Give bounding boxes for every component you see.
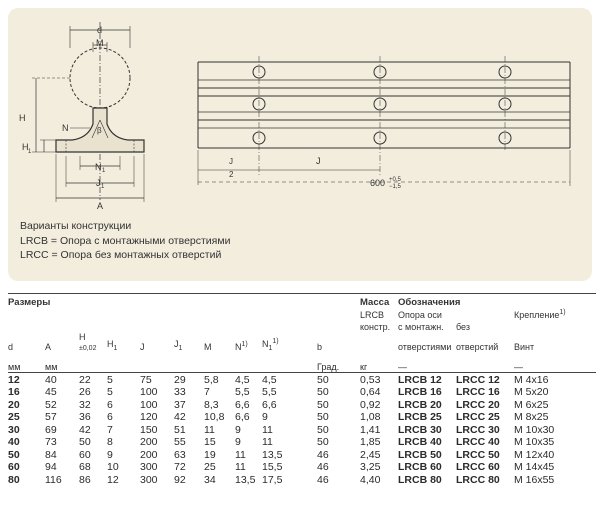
cell-screw: M 5x20: [514, 386, 549, 398]
cell-b: 50: [317, 423, 329, 436]
cell-N: 6,6: [235, 411, 250, 423]
cell-H: 26: [79, 386, 91, 398]
cell-b: 50: [317, 386, 329, 398]
label-A: A: [97, 201, 104, 211]
cell-d: 50: [8, 448, 20, 461]
svg-text:1: 1: [102, 168, 106, 174]
header-mass-sub1: LRCB: [360, 310, 385, 320]
cell-J1: 29: [174, 373, 186, 386]
label-J: J: [316, 156, 321, 166]
cell-d: 16: [8, 386, 20, 398]
cell-mass: 1,41: [360, 423, 381, 436]
variant-lrcb: LRCB = Опора с монтажными отверстиями: [20, 234, 231, 247]
construction-variants: [20, 219, 230, 263]
cell-mass: 1,85: [360, 436, 381, 448]
technical-drawing: [0, 0, 600, 215]
rail-side-view: [198, 56, 570, 176]
cell-A: 40: [45, 373, 57, 386]
cell-A: 52: [45, 398, 57, 411]
cell-mass: 1,08: [360, 411, 381, 423]
cell-N1: 9: [262, 411, 268, 423]
cell-lrcb: LRCB 50: [398, 448, 442, 461]
cell-N1: 11: [262, 423, 273, 436]
cell-d: 25: [8, 411, 20, 423]
table-row: [8, 436, 596, 449]
col-d: d: [8, 342, 14, 352]
cell-J: 120: [140, 411, 158, 423]
table-row: [8, 411, 596, 424]
cell-b: 50: [317, 398, 329, 411]
cell-M: 10,8: [204, 411, 225, 423]
cell-screw: M 10x35: [514, 436, 555, 448]
header-dimensions: Размеры: [8, 297, 51, 308]
header-desig-b1: без: [456, 322, 470, 332]
cell-H1: 5: [107, 373, 113, 386]
cell-lrcc: LRCC 50: [456, 448, 500, 461]
cell-H1: 9: [107, 448, 113, 461]
cell-H: 60: [79, 448, 91, 461]
label-N1: N: [95, 162, 102, 172]
table-row: [8, 423, 596, 436]
cell-screw: M 6x25: [514, 398, 549, 411]
header-desig-a3: отверстиями: [398, 342, 452, 352]
cell-b: 50: [317, 411, 329, 423]
cell-M: 8,3: [204, 398, 219, 411]
cell-H: 42: [79, 423, 91, 436]
cell-b: 50: [317, 373, 329, 386]
cell-A: 57: [45, 411, 57, 423]
cell-M: 15: [204, 436, 216, 448]
svg-text:2: 2: [229, 170, 234, 179]
cell-N1: 13,5: [262, 448, 283, 461]
cell-J1: 63: [174, 448, 186, 461]
cell-M: 34: [204, 473, 216, 486]
cell-N1: 11: [262, 436, 273, 448]
label-H1: H: [22, 142, 29, 152]
cell-H1: 5: [107, 386, 113, 398]
cell-A: 45: [45, 386, 57, 398]
svg-text:1: 1: [101, 184, 105, 190]
cell-A: 69: [45, 423, 57, 436]
table-row: [8, 473, 596, 486]
label-length: 600: [370, 178, 386, 188]
cell-lrcc: LRCC 25: [456, 411, 500, 423]
cell-H: 68: [79, 461, 91, 473]
label-J-half: J: [229, 157, 233, 166]
cell-H1: 6: [107, 398, 113, 411]
label-H: H: [19, 113, 26, 123]
cell-lrcb: LRCB 40: [398, 436, 442, 448]
cell-J: 100: [140, 386, 158, 398]
cell-b: 46: [317, 448, 329, 461]
cell-N: 9: [235, 423, 241, 436]
cell-H: 86: [79, 473, 91, 486]
col-M: M: [204, 342, 212, 352]
cell-screw: M 10x30: [514, 423, 555, 436]
label-M: M: [96, 38, 104, 48]
cell-N: 4,5: [235, 373, 250, 386]
cell-lrcb: LRCB 60: [398, 461, 442, 473]
cell-d: 20: [8, 398, 20, 411]
cell-lrcb: LRCB 20: [398, 398, 442, 411]
cell-J1: 92: [174, 473, 186, 486]
label-d: d: [97, 25, 103, 35]
header-screw: Винт: [514, 342, 535, 352]
cell-d: 80: [8, 473, 20, 486]
cell-J: 100: [140, 398, 158, 411]
svg-text:−1,5: −1,5: [389, 184, 401, 190]
cell-mass: 0,92: [360, 398, 381, 411]
cell-lrcc: LRCC 80: [456, 473, 500, 486]
cell-N: 13,5: [235, 473, 256, 486]
cell-lrcc: LRCC 16: [456, 386, 500, 398]
cell-H: 32: [79, 398, 91, 411]
cell-mass: 0,53: [360, 373, 381, 386]
cell-J1: 33: [174, 386, 186, 398]
cell-J: 200: [140, 436, 158, 448]
cell-H: 36: [79, 411, 91, 423]
cell-lrcc: LRCC 20: [456, 398, 500, 411]
header-desig-b3: отверстий: [456, 342, 499, 352]
header-desig-a2: с монтажн.: [398, 322, 444, 332]
cell-J1: 55: [174, 436, 186, 448]
svg-text:1: 1: [28, 149, 32, 155]
col-J: J: [140, 342, 145, 352]
cell-N: 9: [235, 436, 241, 448]
cell-M: 5,8: [204, 373, 219, 386]
header-designations: Обозначения: [398, 297, 461, 308]
cell-J: 300: [140, 473, 158, 486]
cell-screw: M 14x45: [514, 461, 555, 473]
cell-H1: 12: [107, 473, 119, 486]
cell-J1: 42: [174, 411, 186, 423]
table-row: [8, 386, 596, 399]
cell-J: 150: [140, 423, 158, 436]
cell-N: 11: [235, 461, 246, 473]
cell-N1: 5,5: [262, 386, 277, 398]
header-mass-sub2: констр.: [360, 322, 391, 332]
cell-H1: 6: [107, 411, 113, 423]
cell-screw: M 4x16: [514, 373, 549, 386]
col-b: b: [317, 342, 323, 352]
cell-mass: 0,64: [360, 386, 381, 398]
col-H1: $H_1$: [107, 339, 118, 352]
variants-heading: Варианты конструкции: [20, 220, 132, 232]
cell-screw: M 12x40: [514, 448, 555, 461]
cell-N: 11: [235, 448, 246, 461]
cell-J1: 37: [174, 398, 186, 411]
cell-J: 200: [140, 448, 158, 461]
cell-mass: 4,40: [360, 473, 381, 486]
cell-A: 73: [45, 436, 57, 448]
cell-H1: 8: [107, 436, 113, 448]
cell-M: 11: [204, 423, 215, 436]
cell-b: 50: [317, 436, 329, 448]
col-H: H ±0,02: [79, 332, 97, 352]
header-desig-a1: Опора оси: [398, 310, 442, 320]
cell-b: 46: [317, 473, 329, 486]
cell-lrcc: LRCC 30: [456, 423, 500, 436]
cell-N: 6,6: [235, 398, 250, 411]
table-row: [8, 448, 596, 461]
table-row: [8, 461, 596, 474]
cell-J: 300: [140, 461, 158, 473]
cell-M: 25: [204, 461, 216, 473]
cell-d: 60: [8, 461, 20, 473]
cell-lrcb: LRCB 12: [398, 373, 442, 386]
svg-text:+0,5: +0,5: [389, 177, 401, 183]
header-fastening: Крепление: [514, 310, 560, 320]
cell-N1: 6,6: [262, 398, 277, 411]
cell-M: 7: [204, 386, 210, 398]
col-N1: $N_1^{1)}$: [262, 338, 279, 352]
cell-H: 22: [79, 373, 91, 386]
label-beta: β: [97, 126, 102, 135]
cell-mass: 2,45: [360, 448, 381, 461]
cell-J1: 51: [174, 423, 186, 436]
cell-J: 75: [140, 373, 152, 386]
col-J1: $J_1$: [174, 339, 183, 352]
cell-b: 46: [317, 461, 329, 473]
cell-H: 50: [79, 436, 91, 448]
cell-d: 12: [8, 373, 20, 386]
cell-N1: 17,5: [262, 473, 283, 486]
cell-N1: 15,5: [262, 461, 283, 473]
cell-A: 94: [45, 461, 57, 473]
cell-A: 84: [45, 448, 57, 461]
table-row: [8, 373, 596, 386]
cell-H1: 7: [107, 423, 113, 436]
cell-screw: M 8x25: [514, 411, 549, 423]
cell-lrcb: LRCB 80: [398, 473, 442, 486]
variant-lrcc: LRCC = Опора без монтажных отверстий: [20, 249, 222, 261]
col-N: $N^{1)}$: [235, 341, 248, 352]
table-row: [8, 398, 596, 411]
cell-J1: 72: [174, 461, 186, 473]
cell-lrcb: LRCB 30: [398, 423, 442, 436]
label-N: N: [62, 123, 69, 133]
cell-lrcb: LRCB 16: [398, 386, 442, 398]
col-A: A: [45, 342, 52, 352]
label-J1: J: [96, 178, 101, 188]
cell-d: 30: [8, 423, 20, 436]
cell-lrcc: LRCC 40: [456, 436, 500, 448]
cell-screw: M 16x55: [514, 473, 555, 486]
cell-lrcb: LRCB 25: [398, 411, 442, 423]
dimensions-table: Размеры Масса Обозначения LRCB Опора оси Крепление$^{1)}$ констр. с монтажн. без d A H ±0,02 $H_1$ J $J_1$ M $N^{1)}$ $N_1^{1)}$ b отверстиями отверстий Винт мм мм Град. кг — — 12 40 22 5 75 29 5,8 4,5 4,5 50 0,53 LRCB 12 LRCC 12 M 4x16 16 45 26 5 100 33 7 5,5 5,5 50 0,64 LRCB 16 LRCC 16 M 5x20 20 52 32 6 100 37 8,3 6,6 6,6 50 0,92 LRCB 20 LRCC 20 M 6x25 25 57 36 6 120 42 10,8 6,6 9 50 1,08 LRCB 25 LRCC 25 M 8x25 30 69 42 7 150 51 11 9 11 50 1,41 LRCB 30 LRCC 30 M 10x30 40 73 50 8 200 55 15 9 11 50 1,85 LRCB 40 LRCC 40 M 10x35 50 84 60 9 200 63 19 11 13,5 46 2,45 LRCB 50 LRCC 50 M 12x40 60 94 68 10 300 72 25 11 15,5 46 3,25 LRCB 60 LRCC 60 M 14x45 80 116 86 12 300 92 34 13,5 17,5 46 4,40 LRCB 80 LRCC 80 M 16x55: [8, 293, 596, 486]
cell-N1: 4,5: [262, 373, 277, 386]
cell-d: 40: [8, 436, 20, 448]
cell-A: 116: [45, 473, 62, 486]
header-mass: Масса: [360, 297, 390, 308]
cell-N: 5,5: [235, 386, 250, 398]
cell-M: 19: [204, 448, 216, 461]
cell-H1: 10: [107, 461, 119, 473]
cell-lrcc: LRCC 12: [456, 373, 500, 386]
cell-mass: 3,25: [360, 461, 381, 473]
cell-lrcc: LRCC 60: [456, 461, 500, 473]
